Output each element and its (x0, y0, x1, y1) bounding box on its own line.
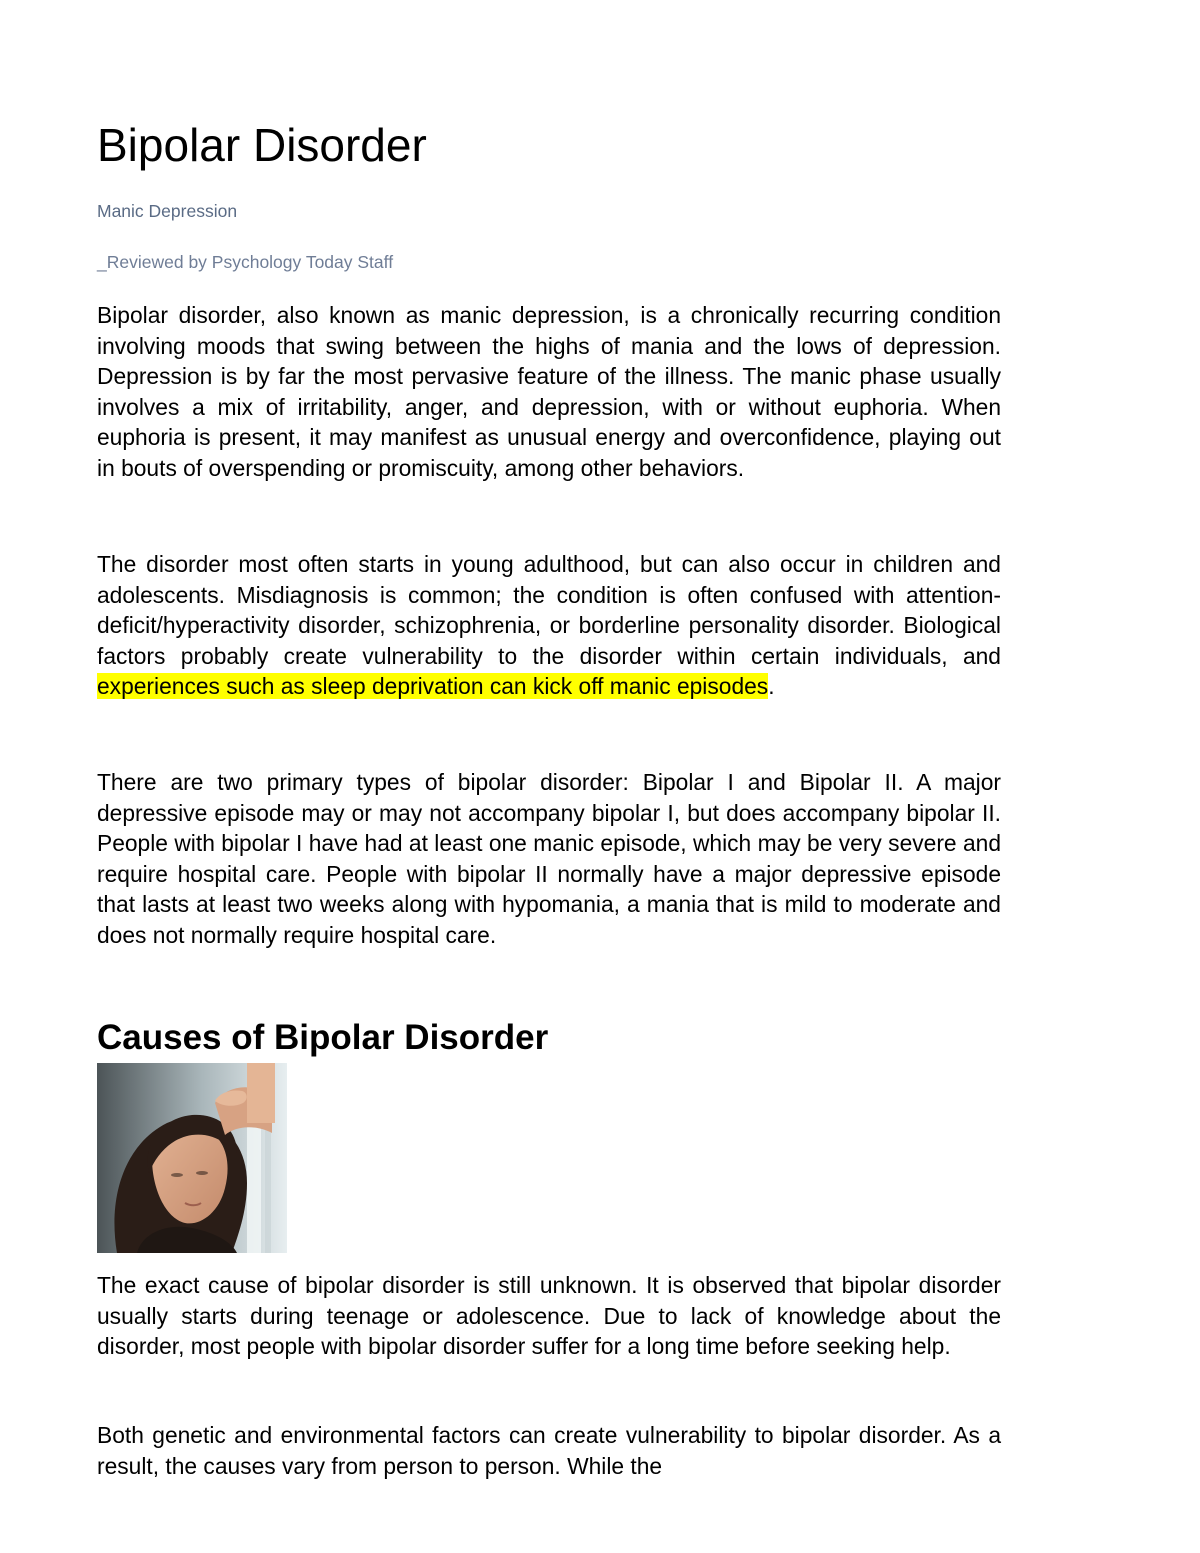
section-heading-causes: Causes of Bipolar Disorder (97, 1018, 549, 1057)
reviewed-by-line: _Reviewed by Psychology Today Staff (97, 252, 394, 272)
paragraph-intro: Bipolar disorder, also known as manic depression, is a chronically recurring condition involving moods that swing between the highs of mania and the lows of depression. Depression is by far the most pervasive feature of the illness. The manic phase usually involves a mix of irritability, anger, and depression, with or without euphoria. When euphoria is present, it may manifest as unusual energy and overconfidence, playing out in bouts of overspending or promiscuity, among other behaviors. (97, 302, 1001, 481)
paragraph-onset (97, 549, 1001, 702)
photo-illustration (97, 1063, 287, 1253)
paragraph-onset-text: The disorder most often starts in young adulthood, but can also occur in children and adolescents. Misdiagnosis is common; the condition is often confused with attention-deficit/hyperactivity disorder, schizophrenia, or borderline personality disorder. Biological factors probably create vulnerability to the disorder within certain individuals, and (97, 551, 1001, 669)
paragraph-factors: Both genetic and environmental factors can create vulnerability to bipolar disorder. As a result, the causes vary from person to person. While the (97, 1422, 1001, 1479)
paragraph-causes: The exact cause of bipolar disorder is still unknown. It is observed that bipolar disorder usually starts during teenage or adolescence. Due to lack of knowledge about the disorder, most people with bipolar disorder suffer for a long time before seeking help. (97, 1272, 1001, 1359)
woman-leaning-on-window-photo (97, 1063, 287, 1253)
document-title: Bipolar Disorder (97, 119, 427, 171)
highlighted-text: experiences such as sleep deprivation can kick off manic episodes (97, 673, 769, 699)
paragraph-onset-end: . (768, 673, 775, 699)
document-subtitle: Manic Depression (97, 201, 238, 221)
paragraph-types: There are two primary types of bipolar disorder: Bipolar I and Bipolar II. A major depressive episode may or may not accompany bipolar I, but does accompany bipolar II. People with bipolar I have had at least one manic episode, which may be very severe and require hospital care. People with bipolar II normally have a major depressive episode that lasts at least two weeks along with hypomania, a mania that is mild to moderate and does not normally require hospital care. (97, 769, 1001, 948)
